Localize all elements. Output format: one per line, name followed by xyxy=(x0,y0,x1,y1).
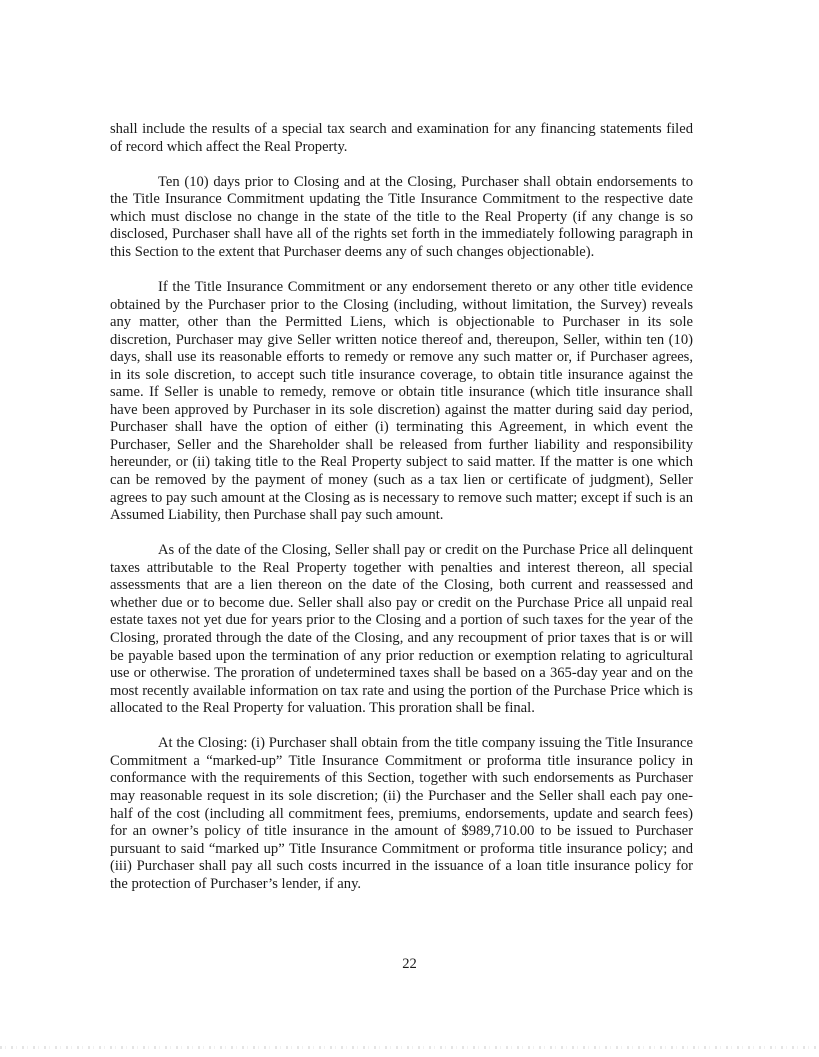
paragraph-closing-title-policy: At the Closing: (i) Purchaser shall obtain from the title company issuing the Title Insurance Commitment a “marked-up” Title Insurance Commitment or proforma title insurance policy in conformance with the requirements of this Section, together with such endorsements as Purchaser may reasonable request in its sole discretion; (ii) the Purchaser and the Seller shall each pay one-half of the cost (including all commitment fees, premiums, endorsements, update and search fees) for an owner’s policy of title insurance in the amount of $989,710.00 to be issued to Purchaser pursuant to said “marked up” Title Insurance Commitment or proforma title insurance policy; and (iii) Purchaser shall pay all such costs incurred in the issuance of a loan title insurance policy for the protection of Purchaser’s lender, if any. xyxy=(110,735,693,892)
paragraph-financing-statements: shall include the results of a special tax search and examination for any financing statements filed of record which affect the Real Property. xyxy=(110,121,693,155)
document-body xyxy=(110,121,693,911)
page-number: 22 xyxy=(402,956,417,972)
paragraph-taxes-proration: As of the date of the Closing, Seller shall pay or credit on the Purchase Price all delinquent taxes attributable to the Real Property together with penalties and interest thereon, all special assessments that are a lien thereon on the date of the Closing, both current and reassessed and whether due or to become due. Seller shall also pay or credit on the Purchase Price all unpaid real estate taxes not yet due for years prior to the Closing and a portion of such taxes for the year of the Closing, prorated through the date of the Closing, and any recoupment of prior taxes that is or will be payable based upon the termination of any prior reduction or exemption relating to agricultural use or otherwise. The proration of undetermined taxes shall be based on a 365-day year and on the most recently available information on tax rate and using the portion of the Purchase Price which is allocated to the Real Property for valuation. This proration shall be final. xyxy=(110,542,693,717)
scan-artifact-line xyxy=(0,1046,819,1049)
paragraph-title-objections: If the Title Insurance Commitment or any endorsement thereto or any other title evidence obtained by the Purchaser prior to the Closing (including, without limitation, the Survey) reveals any matter, other than the Permitted Liens, which is objectionable to Purchaser in its sole discretion, Purchaser may give Seller written notice thereof and, thereupon, Seller, within ten (10) days, shall use its reasonable efforts to remedy or remove any such matter or, if Purchaser agrees, in its sole discretion, to accept such title insurance coverage, to obtain title insurance against the same. If Seller is unable to remedy, remove or obtain title insurance (which title insurance shall have been approved by Purchaser in its sole discretion) against the matter during said day period, Purchaser shall have the option of either (i) terminating this Agreement, in which event the Purchaser, Seller and the Shareholder shall be released from further liability and responsibility hereunder, or (ii) taking title to the Real Property subject to said matter. If the matter is one which can be removed by the payment of money (such as a tax lien or certificate of judgment), Seller agrees to pay such amount at the Closing as is necessary to remove such matter; except if such is an Assumed Liability, then Purchase shall pay such amount. xyxy=(110,279,693,524)
paragraph-endorsements: Ten (10) days prior to Closing and at the Closing, Purchaser shall obtain endorsements to the Title Insurance Commitment updating the Title Insurance Commitment to the respective date which must disclose no change in the state of the title to the Real Property (if any change is so disclosed, Purchaser shall have all of the rights set forth in the immediately following paragraph in this Section to the extent that Purchaser deems any of such changes objectionable). xyxy=(110,173,693,260)
